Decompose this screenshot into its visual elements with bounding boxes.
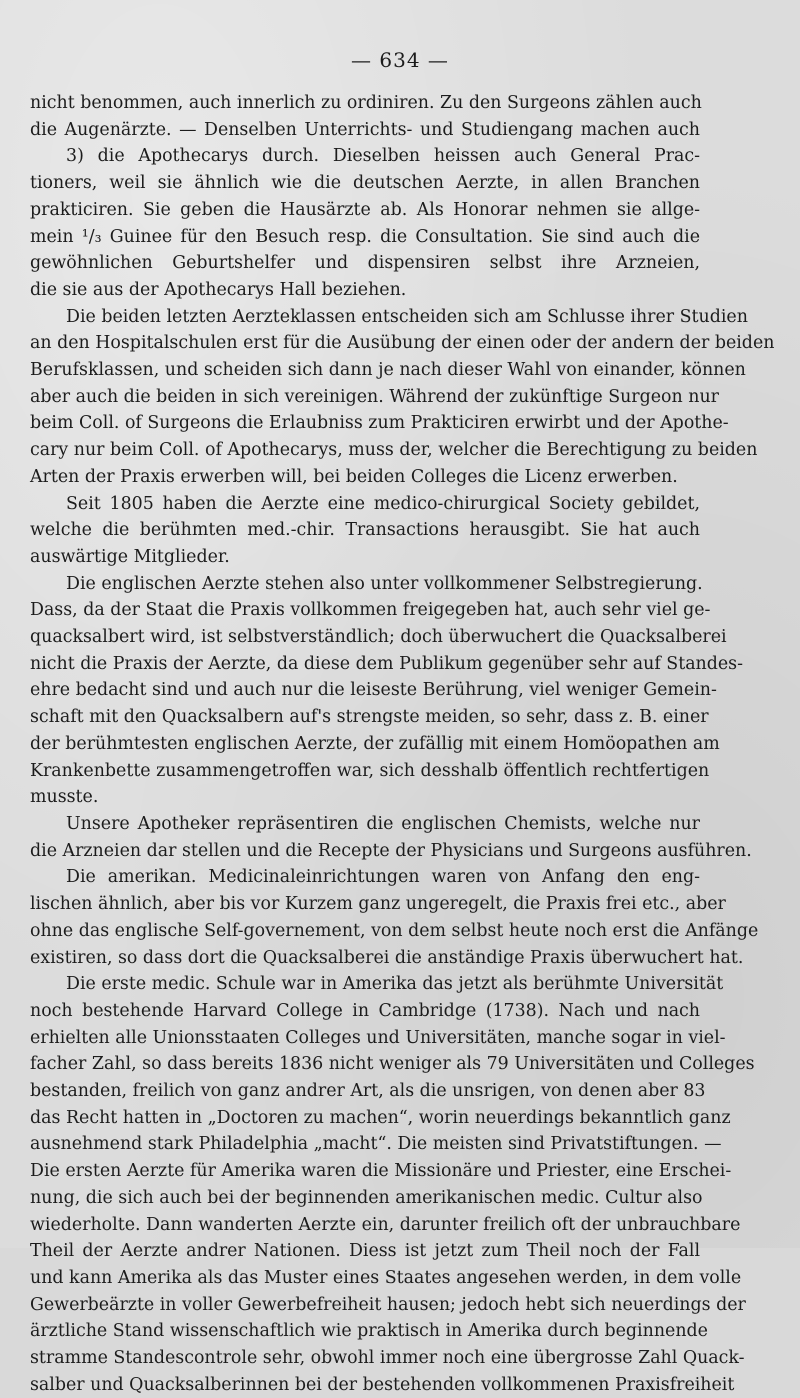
text-line: ausnehmend stark Philadelphia „macht“. Die meisten sind Privatstiftungen. — xyxy=(30,1134,722,1155)
text-line: quacksalbert wird, ist selbstverständlich; doch überwuchert die Quacksalberei xyxy=(30,627,727,648)
text-line: schaft mit den Quacksalbern auf's strengste meiden, so sehr, dass z. B. einer xyxy=(30,707,709,728)
text-line: Unsere Apotheker repräsentiren die englischen Chemists, welche nur xyxy=(66,813,700,834)
text-line: facher Zahl, so dass bereits 1836 nicht weniger als 79 Universitäten und Colleges xyxy=(30,1054,755,1075)
text-line: musste. xyxy=(30,787,99,808)
text-line: welche die berühmten med.-chir. Transactions herausgibt. Sie hat auch xyxy=(30,520,700,541)
text-line: Die beiden letzten Aerzteklassen entscheiden sich am Schlusse ihrer Studien xyxy=(66,306,748,327)
text-line: ärztliche Stand wissenschaftlich wie praktisch in Amerika durch beginnende xyxy=(30,1321,708,1342)
text-line: auswärtige Mitglieder. xyxy=(30,546,230,567)
text-line: existiren, so dass dort die Quacksalberei die anständige Praxis überwuchert hat. xyxy=(30,947,744,968)
text-line: der berühmtesten englischen Aerzte, der zufällig mit einem Homöopathen am xyxy=(30,733,720,754)
text-line: ehre bedacht sind und auch nur die leiseste Berührung, viel weniger Gemein- xyxy=(30,680,717,701)
body-text xyxy=(30,90,775,1398)
text-line: erhielten alle Unionsstaaten Colleges und Universitäten, manche sogar in viel- xyxy=(30,1027,726,1048)
page-number: — 634 — xyxy=(351,48,449,72)
text-line: die Arzneien dar stellen und die Recepte der Physicians und Surgeons ausführen. xyxy=(30,840,752,861)
text-line: das Recht hatten in „Doctoren zu machen“, worin neuerdings bekanntlich ganz xyxy=(30,1107,731,1128)
text-line: beim Coll. of Surgeons die Erlaubniss zum Prakticiren erwirbt und der Apothe- xyxy=(30,413,729,434)
text-line: Berufsklassen, und scheiden sich dann je nach dieser Wahl von einander, können xyxy=(30,360,746,381)
text-line: Die englischen Aerzte stehen also unter vollkommener Selbstregierung. xyxy=(66,573,703,594)
text-line: an den Hospitalschulen erst für die Ausübung der einen oder der andern der beiden xyxy=(30,333,775,354)
text-line: die Augenärzte. — Denselben Unterrichts- und Studiengang machen auch xyxy=(30,119,700,140)
text-line: Die amerikan. Medicinaleinrichtungen waren von Anfang den eng- xyxy=(66,867,700,888)
text-line: Dass, da der Staat die Praxis vollkommen freigegeben hat, auch sehr viel ge- xyxy=(30,600,711,621)
text-line: salber und Quacksalberinnen bei der bestehenden vollkommenen Praxisfreiheit xyxy=(30,1374,735,1395)
text-line: lischen ähnlich, aber bis vor Kurzem ganz ungeregelt, die Praxis frei etc., aber xyxy=(30,894,726,915)
text-line: die sie aus der Apothecarys Hall beziehen. xyxy=(30,279,407,300)
text-line: nung, die sich auch bei der beginnenden amerikanischen medic. Cultur also xyxy=(30,1187,703,1208)
text-line: wiederholte. Dann wanderten Aerzte ein, darunter freilich oft der unbrauchbare xyxy=(30,1214,741,1235)
text-line: cary nur beim Coll. of Apothecarys, muss der, welcher die Berechtigung zu beiden xyxy=(30,440,758,461)
text-line: nicht benommen, auch innerlich zu ordiniren. Zu den Surgeons zählen auch xyxy=(30,93,702,113)
text-line: tioners, weil sie ähnlich wie die deutschen Aerzte, in allen Branchen xyxy=(30,173,700,194)
text-line: und kann Amerika als das Muster eines Staates angesehen werden, in dem volle xyxy=(30,1267,742,1288)
text-line: 3) die Apothecarys durch. Dieselben heissen auch General Prac- xyxy=(66,146,700,167)
text-line: gewöhnlichen Geburtshelfer und dispensiren selbst ihre Arzneien, xyxy=(30,253,700,274)
text-line: Die erste medic. Schule war in Amerika das jetzt als berühmte Universität xyxy=(66,974,724,995)
text-line: stramme Standescontrole sehr, obwohl immer noch eine übergrosse Zahl Quack- xyxy=(30,1348,745,1369)
text-line: Arten der Praxis erwerben will, bei beiden Colleges die Licenz erwerben. xyxy=(30,466,678,487)
text-line: Die ersten Aerzte für Amerika waren die Missionäre und Priester, eine Erschei- xyxy=(30,1161,732,1182)
text-line: mein ¹/₃ Guinee für den Besuch resp. die Consultation. Sie sind auch die xyxy=(30,226,700,247)
text-line: Theil der Aerzte andrer Nationen. Diess ist jetzt zum Theil noch der Fall xyxy=(30,1241,700,1262)
text-line: noch bestehende Harvard College in Cambridge (1738). Nach und nach xyxy=(30,1000,700,1021)
text-line: aber auch die beiden in sich vereinigen. Während der zukünftige Surgeon nur xyxy=(30,386,719,407)
text-line: Krankenbette zusammengetroffen war, sich desshalb öffentlich rechtfertigen xyxy=(30,760,710,781)
text-line: Seit 1805 haben die Aerzte eine medico-chirurgical Society gebildet, xyxy=(66,493,700,514)
text-line: Gewerbeärzte in voller Gewerbefreiheit hausen; jedoch hebt sich neuerdings der xyxy=(30,1294,746,1315)
text-line: prakticiren. Sie geben die Hausärzte ab. Als Honorar nehmen sie allge- xyxy=(30,199,700,220)
text-line: bestanden, freilich von ganz andrer Art, als die unsrigen, von denen aber 83 xyxy=(30,1081,706,1102)
text-line: ohne das englische Self-governement, von dem selbst heute noch erst die Anfänge xyxy=(30,920,759,941)
text-line: nicht die Praxis der Aerzte, da diese dem Publikum gegenüber sehr auf Standes- xyxy=(30,653,743,674)
